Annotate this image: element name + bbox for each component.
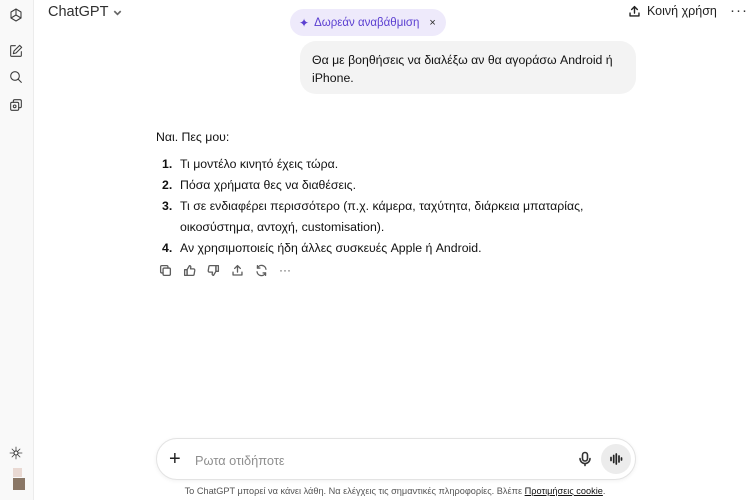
- list-item: 1. Τι μοντέλο κινητό έχεις τώρα.: [162, 157, 339, 171]
- share-label: Κοινή χρήση: [647, 4, 717, 18]
- thumbs-down-icon[interactable]: [205, 262, 221, 278]
- assistant-message: [156, 128, 626, 259]
- prompt-input[interactable]: [195, 449, 565, 471]
- upload-icon: [628, 5, 641, 18]
- share-button[interactable]: [628, 4, 717, 18]
- thumbs-up-icon[interactable]: [181, 262, 197, 278]
- copy-icon[interactable]: [157, 262, 173, 278]
- model-switcher[interactable]: [48, 4, 123, 20]
- cookie-preferences-link[interactable]: Προτιμήσεις cookie: [524, 486, 603, 496]
- waveform-icon: [609, 452, 623, 466]
- list-item: 2. Πόσα χρήματα θες να διαθέσεις.: [162, 178, 357, 192]
- disclaimer-text: Το ChatGPT μπορεί να κάνει λάθη. Να ελέγχεις τις σημαντικές πληροφορίες. Βλέπε: [184, 486, 523, 496]
- openai-logo-icon[interactable]: [5, 4, 27, 26]
- response-actions: [157, 262, 293, 278]
- microphone-icon[interactable]: [577, 451, 593, 472]
- sparkle-icon[interactable]: [5, 442, 27, 464]
- assistant-list: [156, 154, 626, 259]
- regenerate-icon[interactable]: [253, 262, 269, 278]
- upgrade-label: Δωρεάν αναβάθμιση: [314, 16, 420, 29]
- user-message: Θα με βοηθήσεις να διαλέξω αν θα αγοράσω Android ή iPhone.: [300, 41, 636, 94]
- left-rail: [0, 0, 34, 500]
- model-name: ChatGPT: [48, 4, 109, 20]
- avatar-top: [13, 468, 22, 477]
- list-item: 3. Τι σε ενδιαφέρει περισσότερο (π.χ. κάμερα, ταχύτητα, διάρκεια μπαταρίας, οικοσύστημα, αντοχή, customisation).: [162, 199, 584, 234]
- share-icon[interactable]: [229, 262, 245, 278]
- upgrade-pill[interactable]: [290, 9, 446, 36]
- voice-mode-button[interactable]: [601, 444, 631, 474]
- disclaimer: [0, 486, 750, 496]
- list-item: 4. Αν χρησιμοποιείς ήδη άλλες συσκευές Apple ή Android.: [162, 241, 482, 255]
- new-chat-icon[interactable]: [5, 40, 27, 62]
- more-icon[interactable]: ···: [279, 263, 291, 277]
- disclaimer-period: .: [602, 486, 606, 496]
- chevron-down-icon: [112, 7, 123, 18]
- close-icon[interactable]: ×: [429, 16, 436, 29]
- library-icon[interactable]: [5, 94, 27, 116]
- composer: [156, 438, 636, 480]
- add-attachment-button[interactable]: +: [169, 448, 181, 470]
- sparkle-icon: ✦: [299, 15, 310, 30]
- more-options-button[interactable]: ···: [730, 2, 748, 19]
- assistant-intro: Ναι. Πες μου:: [156, 130, 230, 144]
- search-icon[interactable]: [5, 66, 27, 88]
